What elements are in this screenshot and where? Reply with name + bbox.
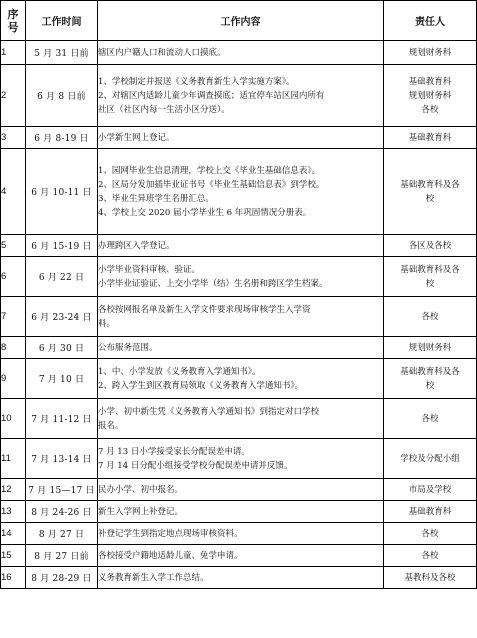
owner-line: 基础教育科 [408,132,452,143]
content-line: 各校按网报名单及新生入学文件要求现场审核学生入学资 [98,304,311,315]
row-time: 7 月 15—17 日 [26,479,98,501]
owner-line: 规划财务科 [408,342,452,353]
row-time: 8 月 27 日 [26,523,98,545]
header-no [1,1,26,41]
table-row [1,545,477,567]
content-line: 新生入学网上补登记。 [98,506,184,517]
content-line: 小学毕业资料审核、验证。 [98,264,201,275]
content-line: 各校接受户籍地适龄儿童、免学申请。 [98,550,243,561]
row-number: 8 [1,337,26,359]
table-row [1,523,477,545]
table-row [1,41,477,65]
row-owner [384,567,477,589]
content-line: 4、学校上交 2020 届小学毕业生 6 年巩固情况分册表。 [98,207,312,218]
owner-line: 基础教育科 [408,76,452,87]
table-row [1,65,477,127]
content-line: 小学毕业证验证、上交小学毕（结）生名册和跨区学生档案。 [98,278,328,289]
content-line: 社区（社区内每一生活小区分送）。 [98,104,230,115]
row-owner [384,359,477,399]
table-row [1,149,477,235]
table-row [1,337,477,359]
content-line: 义务教育新生入学工作总结。 [98,572,209,583]
table-row [1,567,477,589]
owner-line: 各校 [421,104,439,115]
row-content [98,567,384,589]
header-content: 工作内容 [98,1,384,41]
row-number: 16 [1,567,26,589]
content-line: 2、对辖区内适龄儿童少年调查摸底；适宜停车站区园内所有 [98,90,325,101]
content-line: 1、园网毕业生信息清理，学校上交《毕业生基础信息表》。 [98,165,321,176]
row-content [98,257,384,297]
row-number: 1 [1,41,26,65]
row-owner [384,399,477,439]
owner-line: 基教科及各校 [404,572,456,583]
row-content [98,149,384,235]
row-time: 7 月 10 日 [26,359,98,399]
row-number: 12 [1,479,26,501]
row-number: 11 [1,439,26,479]
row-time: 6 月 23-24 日 [26,297,98,337]
row-owner [384,235,477,257]
content-line: 3、毕业生异班学生名册汇总。 [98,193,214,204]
row-time: 8 月 27 日前 [26,545,98,567]
row-content [98,41,384,65]
table-row [1,127,477,149]
row-owner [384,149,477,235]
row-time: 6 月 30 日 [26,337,98,359]
owner-line: 规划财务科 [408,47,452,58]
table-row [1,399,477,439]
row-number: 14 [1,523,26,545]
row-number: 9 [1,359,26,399]
owner-line: 规划财务科 [408,90,452,101]
owner-line: 市局及学校 [408,484,452,495]
content-line: 7 月 14 日分配小组接受学校分配误差申请并反馈。 [98,460,293,471]
content-line: 7 月 13 日小学接受家长分配误差申请。 [98,446,250,457]
header-no-text: 序 号 [7,7,19,34]
row-time: 6 月 8-19 日 [26,127,98,149]
row-time: 6 月 10-11 日 [26,149,98,235]
row-owner [384,257,477,297]
row-number: 7 [1,297,26,337]
row-owner [384,479,477,501]
owner-line: 各校 [421,311,439,322]
row-time: 7 月 11-12 日 [26,399,98,439]
row-time: 8 月 24-26 日 [26,501,98,523]
row-number: 4 [1,149,26,235]
row-content [98,545,384,567]
row-time: 8 月 28-29 日 [26,567,98,589]
row-content [98,359,384,399]
table-row [1,501,477,523]
owner-line: 学校及分配小组 [400,453,460,464]
row-owner [384,297,477,337]
header-owner: 责任人 [384,1,477,41]
content-line: 民办小学、初中报名。 [98,484,184,495]
row-time: 5 月 31 日前 [26,41,98,65]
row-owner [384,41,477,65]
row-content [98,523,384,545]
content-line: 1、学校制定并报送《义务教育新生入学实施方案》。 [98,76,295,87]
content-line: 补登记学生到指定地点现场审核资料。 [98,528,243,539]
content-line: 料。 [98,318,116,329]
row-owner [384,337,477,359]
owner-line: 各校 [421,528,439,539]
row-content [98,235,384,257]
content-line: 小学新生网上登记。 [98,132,175,143]
row-owner [384,501,477,523]
table-row [1,359,477,399]
row-content [98,399,384,439]
row-time: 6 月 8 日前 [26,65,98,127]
content-line: 辖区内户籍人口和流动人口摸底。 [98,47,226,58]
owner-line: 各校 [421,413,439,424]
content-line: 小学、初中新生凭《义务教育入学通知书》到指定对口学校 [98,406,320,417]
row-content [98,439,384,479]
owner-line: 校 [425,380,435,391]
owner-line: 校 [425,193,435,204]
row-time: 6 月 15-19 日 [26,235,98,257]
content-line: 办理跨区入学登记。 [98,240,175,251]
header-time: 工作时间 [26,1,98,41]
row-owner [384,439,477,479]
schedule-body [1,41,477,589]
row-content [98,297,384,337]
row-number: 6 [1,257,26,297]
row-content [98,501,384,523]
row-number: 15 [1,545,26,567]
table-row [1,257,477,297]
owner-line: 基础教育科及各 [400,179,460,190]
owner-line: 各区及各校 [408,240,452,251]
row-number: 5 [1,235,26,257]
row-content [98,127,384,149]
owner-line: 基础教育科及各 [400,366,460,377]
row-owner [384,523,477,545]
row-number: 3 [1,127,26,149]
row-number: 13 [1,501,26,523]
owner-line: 基础教育科及各 [400,264,460,275]
table-row [1,479,477,501]
owner-line: 校 [425,278,435,289]
table-row [1,439,477,479]
row-time: 6 月 22 日 [26,257,98,297]
row-content [98,337,384,359]
row-owner [384,127,477,149]
row-number: 2 [1,65,26,127]
content-line: 2、区局分发加插毕业证书号《毕业生基础信息表》到学校。 [98,179,325,190]
owner-line: 基础教育科 [408,506,452,517]
content-line: 1、中、小学发放《义务教育入学通知书》。 [98,366,261,377]
row-content [98,65,384,127]
content-line: 2、跨入学生到区教育局领取《义务教育入学通知书》。 [98,380,304,391]
table-row [1,297,477,337]
content-line: 公布服务范围。 [98,342,158,353]
row-time: 7 月 13-14 日 [26,439,98,479]
table-row [1,235,477,257]
content-line: 报名。 [98,420,124,431]
row-owner [384,545,477,567]
header-row [1,1,477,41]
owner-line: 各校 [421,550,439,561]
row-number: 10 [1,399,26,439]
row-owner [384,65,477,127]
row-content [98,479,384,501]
